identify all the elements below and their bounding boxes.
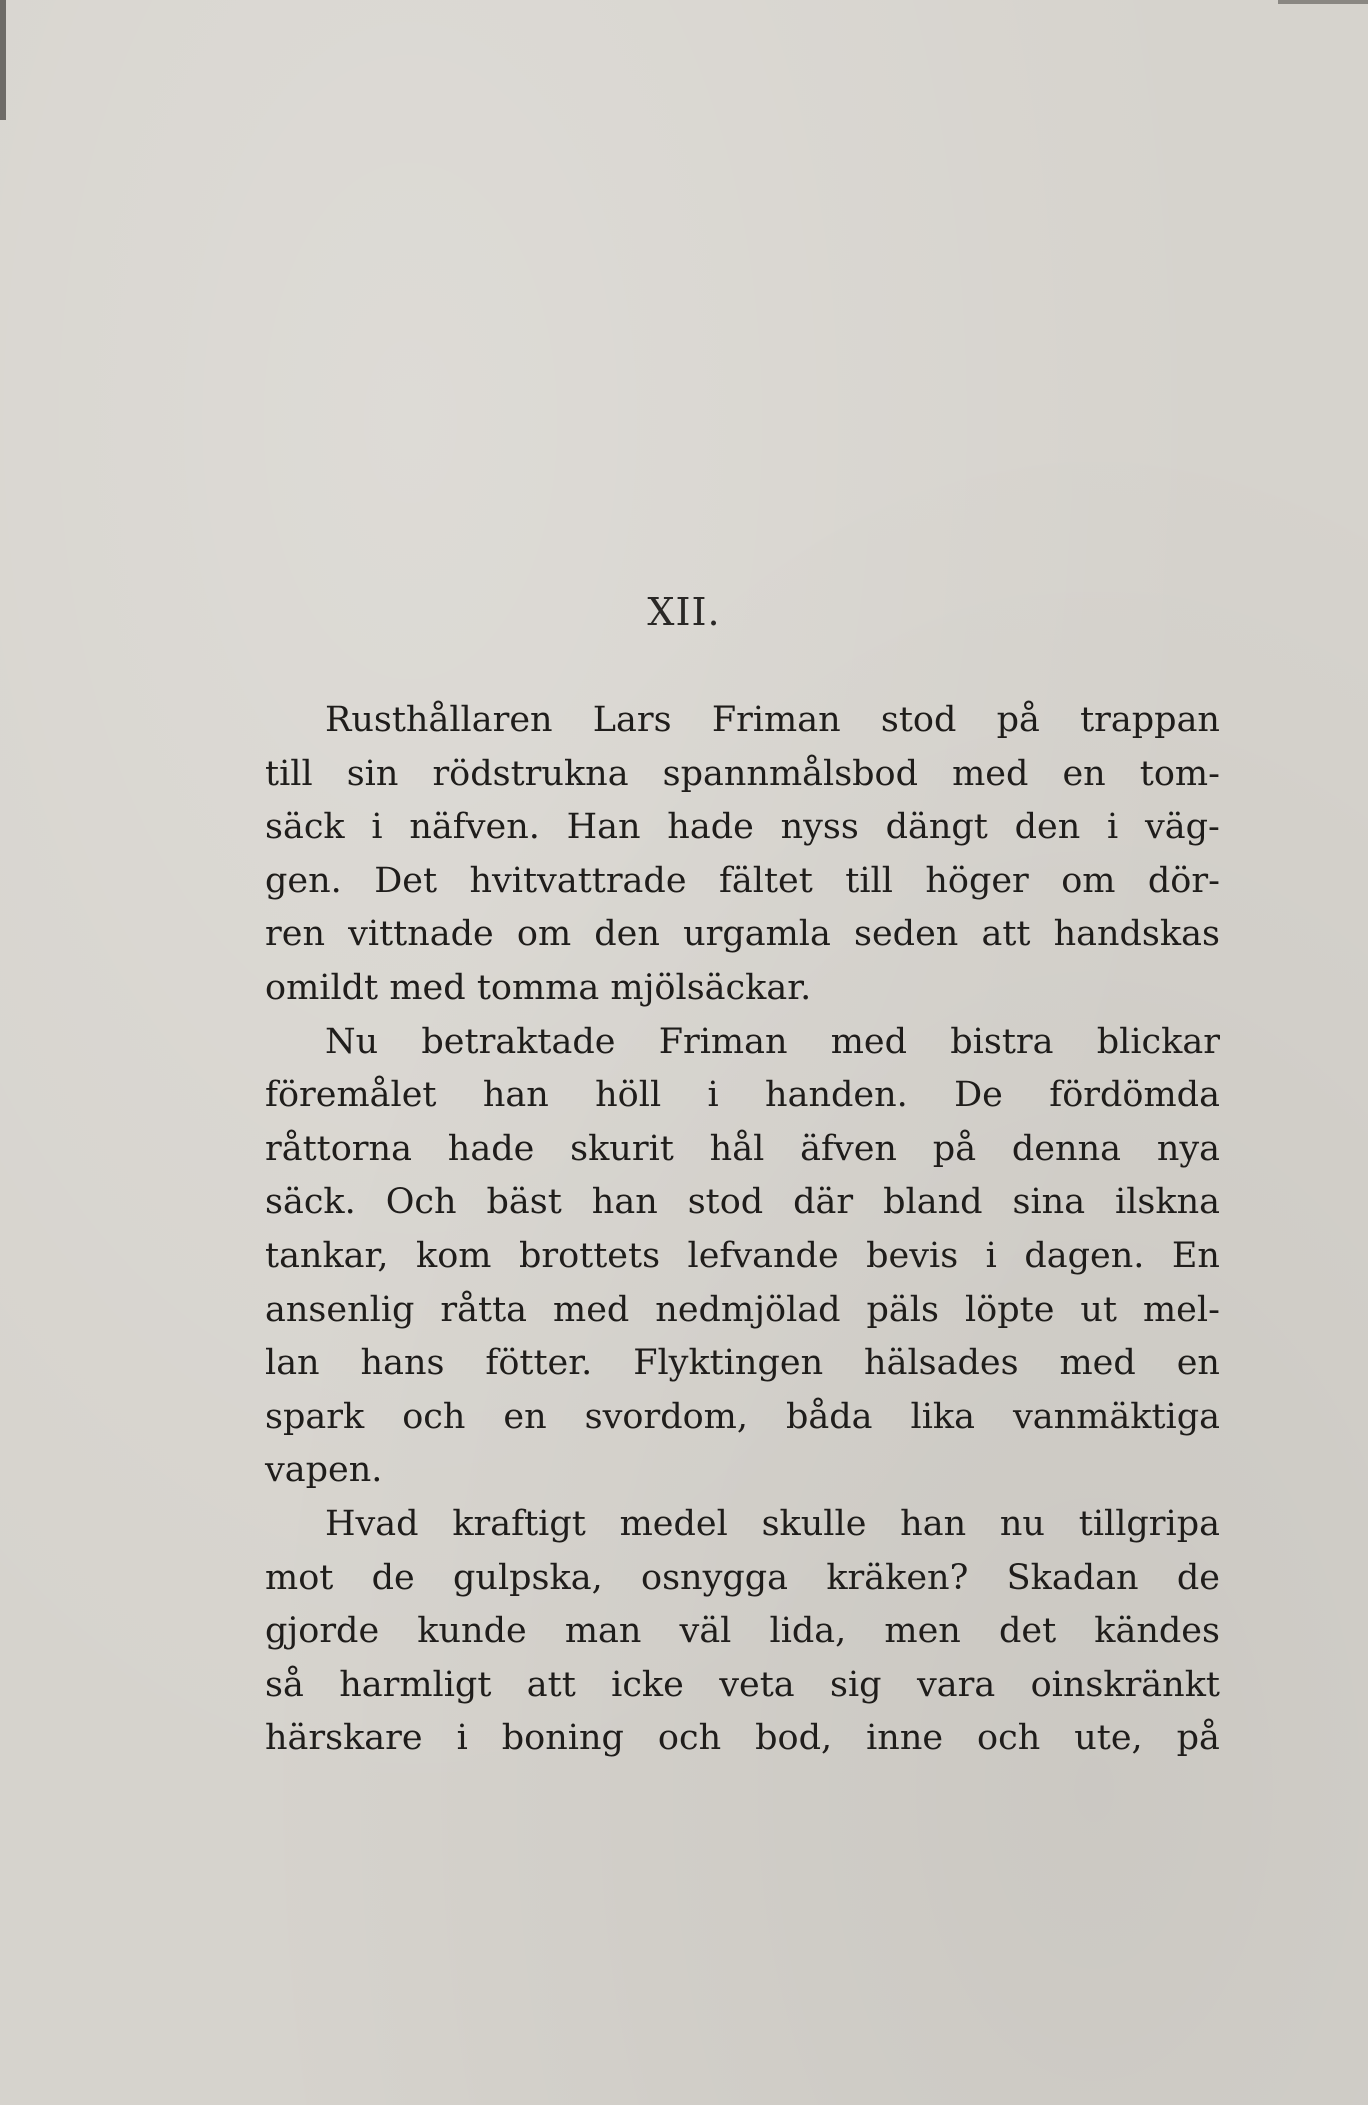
body-text	[265, 694, 1220, 1766]
word: gulpska,	[453, 1557, 603, 1598]
word: där	[793, 1182, 854, 1223]
word: i	[985, 1235, 997, 1276]
word: väg-	[1145, 807, 1220, 848]
scan-edge-left	[0, 0, 6, 120]
word: Friman	[711, 700, 841, 740]
word: med	[1059, 1343, 1136, 1384]
text-line	[265, 694, 1220, 748]
text-line	[265, 1712, 1220, 1766]
word: Det	[374, 860, 438, 901]
word: ut	[1080, 1289, 1117, 1330]
text-line	[265, 1230, 1220, 1284]
word: han	[591, 1182, 658, 1223]
word: fördömda	[1049, 1075, 1220, 1116]
word: en	[503, 1396, 547, 1437]
text-line	[265, 1605, 1220, 1659]
word: man	[564, 1611, 642, 1652]
word: omildt	[265, 967, 379, 1008]
text-line	[265, 1498, 1220, 1552]
word: gen.	[265, 860, 342, 901]
word: råttorna	[265, 1128, 412, 1169]
word: de	[371, 1557, 415, 1598]
word: han	[482, 1075, 549, 1116]
word: bod,	[755, 1718, 833, 1759]
word: äfven	[800, 1128, 897, 1169]
word: Skadan	[1006, 1557, 1139, 1598]
word: skurit	[570, 1128, 674, 1169]
word: bland	[883, 1182, 983, 1223]
word: hade	[667, 807, 754, 848]
word: råtta	[440, 1289, 528, 1330]
word: tom-	[1139, 753, 1220, 794]
word: Lars	[592, 700, 672, 740]
text-line	[265, 748, 1220, 802]
text-line	[265, 1444, 1220, 1498]
word: höll	[595, 1075, 662, 1116]
word: tillgripa	[1078, 1503, 1220, 1544]
word: näfven.	[409, 807, 540, 848]
word: föremålet	[265, 1075, 437, 1116]
word: vara	[916, 1664, 996, 1705]
word: stod	[880, 700, 957, 740]
word: bevis	[866, 1235, 959, 1276]
text-line	[265, 1284, 1220, 1338]
word: med	[952, 753, 1029, 794]
word: på	[1176, 1718, 1220, 1759]
word: löpte	[964, 1289, 1055, 1330]
word: dängt	[885, 807, 988, 848]
word: medel	[619, 1503, 728, 1544]
word: Och	[385, 1182, 457, 1223]
word: till	[845, 860, 893, 901]
word: svordom,	[584, 1396, 748, 1437]
word: den	[594, 914, 660, 955]
word: med	[389, 967, 466, 1008]
word: hans	[360, 1343, 445, 1384]
word: nyss	[780, 807, 859, 848]
text-line	[265, 801, 1220, 855]
word: mjölsäckar.	[610, 967, 812, 1008]
word: mel-	[1142, 1289, 1220, 1330]
word: ute,	[1074, 1718, 1143, 1759]
word: blickar	[1096, 1021, 1220, 1062]
word: en	[1176, 1343, 1220, 1384]
word: stod	[687, 1182, 764, 1223]
text-line	[265, 1337, 1220, 1391]
word: så	[265, 1664, 304, 1705]
word: Rusthållaren	[325, 700, 553, 740]
word: om	[1061, 860, 1116, 901]
word: De	[954, 1075, 1003, 1116]
word: icke	[611, 1664, 684, 1705]
word: trappan	[1080, 700, 1220, 740]
word: ilskna	[1115, 1182, 1220, 1223]
word: oinskränkt	[1030, 1664, 1220, 1705]
word: väl	[679, 1611, 732, 1652]
word: kräken?	[826, 1557, 969, 1598]
word: dagen.	[1024, 1235, 1145, 1276]
word: osnygga	[641, 1557, 789, 1598]
text-line	[265, 1016, 1220, 1070]
word: vittnade	[348, 914, 494, 955]
text-line	[265, 1552, 1220, 1606]
word: sig	[830, 1664, 882, 1705]
word: bäst	[486, 1182, 562, 1223]
word: lan	[265, 1343, 320, 1384]
word: tankar,	[265, 1235, 389, 1276]
word: fältet	[718, 860, 813, 901]
word: veta	[719, 1664, 795, 1705]
word: kändes	[1094, 1611, 1220, 1652]
word: harmligt	[339, 1664, 492, 1705]
word: inne	[866, 1718, 944, 1759]
word: han	[900, 1503, 967, 1544]
chapter-heading: XII.	[647, 590, 721, 634]
word: gjorde	[265, 1611, 380, 1652]
word: i	[707, 1075, 719, 1116]
word: om	[516, 914, 572, 955]
word: hade	[447, 1128, 535, 1169]
scan-edge-top-right	[1278, 0, 1368, 4]
word: höger	[925, 860, 1029, 901]
word: på	[932, 1128, 977, 1169]
word: boning	[501, 1718, 624, 1759]
word: handskas	[1053, 914, 1220, 955]
word: med	[830, 1021, 908, 1062]
word: lika	[910, 1396, 976, 1437]
text-line	[265, 1391, 1220, 1445]
word: Han	[566, 807, 641, 848]
word: sina	[1012, 1182, 1086, 1223]
word: vanmäktiga	[1013, 1396, 1220, 1437]
text-line	[265, 962, 1220, 1016]
word: urgamla	[683, 914, 831, 955]
word: och	[402, 1396, 466, 1437]
word: ren	[265, 914, 325, 955]
word: En	[1171, 1235, 1220, 1276]
text-line	[265, 1659, 1220, 1713]
word: spark	[265, 1396, 365, 1437]
word: i	[1107, 807, 1119, 848]
word: seden	[853, 914, 959, 955]
word: med	[553, 1289, 630, 1330]
word: brottets	[518, 1235, 661, 1276]
word: betraktade	[421, 1021, 616, 1062]
word: fötter.	[485, 1343, 593, 1384]
word: nedmjölad	[655, 1289, 841, 1330]
word: päls	[866, 1289, 939, 1330]
word: lefvande	[687, 1235, 839, 1276]
word: Flyktingen	[633, 1343, 824, 1384]
word: men	[884, 1611, 961, 1652]
text-line	[265, 855, 1220, 909]
word: dör-	[1147, 860, 1220, 901]
word: rödstrukna	[432, 753, 629, 794]
word: denna	[1011, 1128, 1121, 1169]
word: bistra	[950, 1021, 1054, 1062]
word: de	[1176, 1557, 1220, 1598]
word: hvitvattrade	[469, 860, 687, 901]
word: att	[981, 914, 1031, 955]
text-line	[265, 1069, 1220, 1123]
word: mot	[265, 1557, 334, 1598]
text-line	[265, 1123, 1220, 1177]
word: hälsades	[864, 1343, 1019, 1384]
word: i	[371, 807, 383, 848]
word: i	[456, 1718, 468, 1759]
word: en	[1062, 753, 1106, 794]
word: lida,	[769, 1611, 847, 1652]
word: tomma	[476, 967, 600, 1008]
text-line	[265, 1176, 1220, 1230]
word: spannmålsbod	[662, 753, 919, 794]
word: hål	[709, 1128, 765, 1169]
word: kunde	[417, 1611, 527, 1652]
word: Hvad	[325, 1503, 419, 1544]
word: nya	[1156, 1128, 1220, 1169]
word: båda	[786, 1396, 873, 1437]
word: vapen.	[265, 1450, 383, 1491]
word: till	[265, 753, 313, 794]
word: säck.	[265, 1182, 356, 1223]
word: och	[977, 1718, 1041, 1759]
word: handen.	[765, 1075, 908, 1116]
word: på	[996, 700, 1040, 740]
word: Nu	[325, 1021, 379, 1062]
word: nu	[999, 1503, 1045, 1544]
word: och	[657, 1718, 722, 1759]
word: härskare	[265, 1718, 423, 1759]
word: sin	[346, 753, 399, 794]
word: att	[526, 1664, 576, 1705]
word: Friman	[658, 1021, 788, 1062]
text-line	[265, 908, 1220, 962]
word: det	[998, 1611, 1057, 1652]
word: kom	[416, 1235, 492, 1276]
word: ansenlig	[265, 1289, 415, 1330]
word: den	[1014, 807, 1081, 848]
word: säck	[265, 807, 345, 848]
word: kraftigt	[452, 1503, 586, 1544]
word: skulle	[761, 1503, 867, 1544]
